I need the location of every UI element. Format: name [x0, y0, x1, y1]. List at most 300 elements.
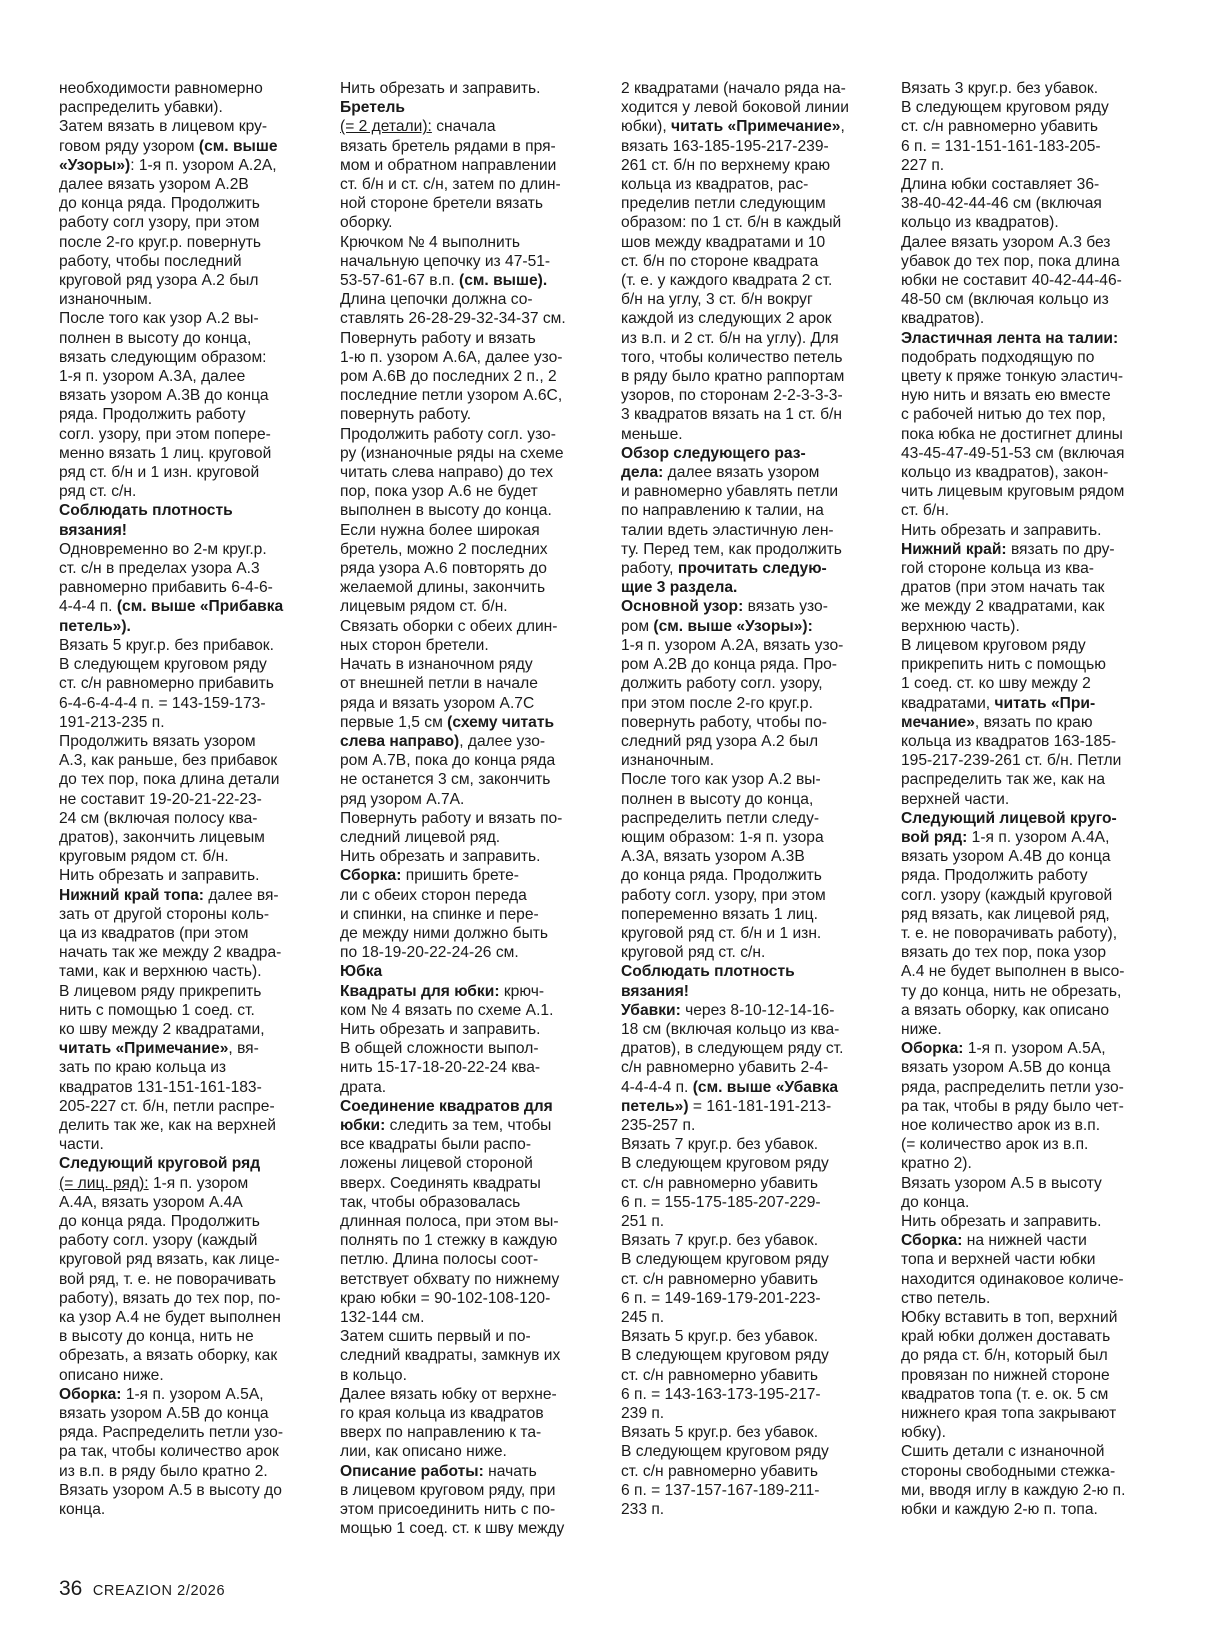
text-line	[340, 194, 596, 213]
text-run: длинная полоса, при этом вы-	[340, 1212, 559, 1230]
text-run: дратов (при этом начать так	[901, 579, 1105, 597]
paragraph	[901, 1174, 1153, 1212]
text-line	[59, 1001, 311, 1020]
text-line	[340, 559, 596, 578]
text-run: при этом после 2-го круг.р.	[621, 694, 813, 712]
text-run: по 18-19-20-22-24-26 см.	[340, 944, 519, 962]
text-line	[59, 1500, 311, 1519]
text-line	[340, 1154, 596, 1173]
paragraph	[621, 962, 873, 1000]
text-line	[340, 751, 596, 770]
text-line	[621, 1500, 873, 1519]
text-line	[59, 1212, 311, 1231]
bold-run: Следующий круговой ряд	[59, 1155, 261, 1173]
text-line	[340, 540, 596, 559]
text-line	[340, 329, 596, 348]
text-line	[621, 694, 873, 713]
text-line	[59, 1097, 311, 1116]
text-run: стороны свободными стежка-	[901, 1462, 1116, 1480]
text-line	[901, 1231, 1153, 1250]
text-run: круговой ряд узора А.2 был	[59, 272, 259, 290]
text-run: ство петель.	[901, 1289, 991, 1307]
text-line	[59, 501, 311, 520]
text-line	[621, 1174, 873, 1193]
paragraph	[340, 79, 596, 98]
text-run: ной стороне бретели вязать	[340, 195, 544, 213]
text-line	[340, 962, 596, 981]
text-run: ную нить и вязать ею вместе	[901, 387, 1111, 405]
text-line	[621, 1462, 873, 1481]
page-number: 36	[59, 1577, 83, 1600]
text-line	[59, 982, 311, 1001]
text-line	[59, 309, 311, 328]
text-run: Связать оборки с обеих длин-	[340, 617, 558, 635]
text-line	[901, 137, 1153, 156]
text-run: ст. с/н равномерно прибавить	[59, 675, 274, 693]
text-run: гой стороне кольца из ква-	[901, 560, 1094, 578]
text-run: а вязать оборку, как описано	[901, 1001, 1110, 1019]
text-line	[901, 905, 1153, 924]
text-line	[340, 924, 596, 943]
text-line	[901, 463, 1153, 482]
text-run: полнять по 1 стежку в каждую	[340, 1232, 558, 1250]
text-run: с рабочей нитью до тех пор,	[901, 406, 1106, 424]
text-line	[340, 1135, 596, 1154]
text-run: 205-227 ст. б/н, петли распре-	[59, 1097, 275, 1115]
text-line	[621, 1481, 873, 1500]
bold-run: Убавки:	[621, 1001, 681, 1019]
text-line	[901, 790, 1153, 809]
paragraph	[59, 866, 311, 885]
text-line	[59, 348, 311, 367]
text-line	[340, 482, 596, 501]
text-run: А.4А, вязать узором А.4А	[59, 1193, 243, 1211]
text-run: 1-я п. узором А.4А,	[967, 828, 1110, 846]
text-line	[340, 732, 596, 751]
text-run: талии вдеть эластичную лен-	[621, 521, 834, 539]
text-line	[340, 117, 596, 136]
text-run: Нить обрезать и заправить.	[901, 521, 1102, 539]
text-line	[59, 329, 311, 348]
text-run: круговой ряд вязать, как лице-	[59, 1251, 280, 1269]
text-line	[621, 1020, 873, 1039]
text-run: так, чтобы образовалась	[340, 1193, 521, 1211]
text-run: до конца.	[901, 1193, 970, 1211]
text-run: Вязать 5 круг.р. без прибавок.	[59, 636, 274, 654]
text-line	[901, 501, 1153, 520]
text-run: конца.	[59, 1501, 106, 1519]
text-line	[59, 809, 311, 828]
text-run: зать от другой стороны коль-	[59, 905, 270, 923]
text-run: бретель, можно 2 последних	[340, 540, 548, 558]
text-run: говом ряду узором	[59, 137, 199, 155]
text-line	[340, 886, 596, 905]
text-line	[59, 1289, 311, 1308]
bold-run: Бретель	[340, 99, 406, 117]
text-line	[901, 482, 1153, 501]
text-line	[340, 674, 596, 693]
text-run: ное количество арок из в.п.	[901, 1116, 1101, 1134]
text-run: вверх. Соединять квадраты	[340, 1174, 541, 1192]
bold-run: вязания!	[621, 982, 689, 1000]
text-run: распределить так же, как на	[901, 771, 1106, 789]
text-run: провязан по нижней стороне	[901, 1366, 1110, 1384]
text-line	[340, 1404, 596, 1423]
text-run: квадратов 131-151-161-183-	[59, 1078, 262, 1096]
text-run: лицевым рядом ст. б/н.	[340, 598, 508, 616]
text-run: петлю. Длина полосы соот-	[340, 1251, 539, 1269]
text-run: лии, как описано ниже.	[340, 1443, 507, 1461]
text-line	[901, 1078, 1153, 1097]
text-line	[901, 617, 1153, 636]
text-line	[621, 1442, 873, 1461]
bold-run: Обзор следующего раз-	[621, 444, 806, 462]
text-run: В лицевом круговом ряду	[901, 636, 1086, 654]
text-run: б/н на углу, 3 ст. б/н вокруг	[621, 291, 813, 309]
text-line	[621, 329, 873, 348]
text-run: В лицевом ряду прикрепить	[59, 982, 262, 1000]
text-line	[901, 1193, 1153, 1212]
text-line	[621, 137, 873, 156]
text-line	[59, 213, 311, 232]
text-run: Продолжить работу согл. узо-	[340, 425, 556, 443]
text-run: , далее узо-	[459, 732, 546, 750]
text-line	[621, 866, 873, 885]
paragraph	[621, 1423, 873, 1519]
paragraph	[621, 1231, 873, 1327]
text-line	[901, 1366, 1153, 1385]
text-run: кольца из квадратов, рас-	[621, 176, 809, 194]
text-line	[59, 790, 311, 809]
text-run: нижнего края топа закрывают	[901, 1405, 1117, 1423]
text-line	[59, 694, 311, 713]
text-line	[901, 655, 1153, 674]
text-line	[340, 578, 596, 597]
text-run: ка узор А.4 не будет выполнен	[59, 1309, 281, 1326]
text-line	[59, 1423, 311, 1442]
text-line	[59, 578, 311, 597]
text-line	[59, 137, 311, 156]
text-line	[621, 1001, 873, 1020]
text-run: ложены лицевой стороной	[340, 1155, 533, 1173]
text-run: в лицевом круговом ряду, при	[340, 1481, 556, 1499]
text-line	[59, 521, 311, 540]
bold-run: читать «При-	[994, 694, 1096, 712]
text-run: менно вязать 1 лиц. круговой	[59, 444, 272, 462]
text-run: до конца ряда. Продолжить	[59, 1212, 260, 1230]
text-run: вязать 163-185-195-217-239-	[621, 137, 829, 155]
text-line	[59, 751, 311, 770]
text-run: вязать по дру-	[1006, 540, 1115, 558]
text-line	[340, 1462, 596, 1481]
text-line	[621, 540, 873, 559]
text-line	[621, 559, 873, 578]
text-line	[901, 271, 1153, 290]
text-line	[621, 732, 873, 751]
text-run: обрезать, а вязать оборку, как	[59, 1347, 278, 1365]
text-run: работу согл. узору (каждый	[59, 1232, 258, 1250]
text-run: этом присоединить нить с по-	[340, 1501, 556, 1519]
text-line	[621, 156, 873, 175]
text-line	[901, 329, 1153, 348]
text-line	[340, 271, 596, 290]
text-line	[621, 578, 873, 597]
text-line	[621, 194, 873, 213]
paragraph	[59, 636, 311, 732]
text-line	[621, 886, 873, 905]
text-line	[59, 156, 311, 175]
text-run: повернуть работу.	[340, 406, 472, 424]
text-line	[59, 1462, 311, 1481]
text-line	[59, 463, 311, 482]
text-line	[901, 847, 1153, 866]
paragraph	[340, 655, 596, 809]
text-line	[340, 137, 596, 156]
bold-run: (см. выше «Убавка	[692, 1078, 839, 1096]
text-run: ра так, чтобы в ряду было чет-	[901, 1097, 1124, 1115]
text-run: начать	[483, 1462, 537, 1480]
text-line	[621, 271, 873, 290]
text-line	[340, 1270, 596, 1289]
text-column-4	[901, 79, 1153, 1519]
text-run: далее вя-	[204, 886, 279, 904]
text-run: оборку.	[340, 214, 393, 232]
text-line	[340, 1442, 596, 1461]
paragraph	[340, 1462, 596, 1539]
text-column-2	[340, 79, 596, 1538]
text-line	[59, 1193, 311, 1212]
text-run: ст. с/н равномерно убавить	[901, 118, 1099, 136]
text-line	[340, 770, 596, 789]
text-run: ст. с/н равномерно убавить	[621, 1174, 819, 1192]
text-run: ком № 4 вязать по схеме А.1.	[340, 1001, 554, 1019]
text-run: 261 ст. б/н по верхнему краю	[621, 156, 831, 174]
text-run: вязать узором А.4В до конца	[901, 848, 1111, 866]
text-line	[340, 636, 596, 655]
text-run: работу, чтобы последний	[59, 252, 242, 270]
text-run: дратов), в следующем ряду ст.	[621, 1040, 844, 1058]
text-line	[901, 828, 1153, 847]
text-line	[621, 770, 873, 789]
paragraph	[901, 329, 1153, 521]
text-line	[621, 809, 873, 828]
text-line	[59, 1481, 311, 1500]
text-run: 1 соед. ст. ко шву между 2	[901, 675, 1091, 693]
text-run: ра так, чтобы количество арок	[59, 1443, 279, 1461]
text-line	[59, 1174, 311, 1193]
text-run: круговой ряд ст. с/н.	[621, 944, 766, 962]
paragraph	[340, 866, 596, 962]
text-line	[901, 252, 1153, 271]
magazine-issue: CREAZION 2/2026	[92, 1583, 226, 1599]
text-line	[340, 1346, 596, 1365]
text-run: попеременно вязать 1 лиц.	[621, 905, 818, 923]
text-line	[340, 1519, 596, 1538]
text-line	[901, 1154, 1153, 1173]
text-line	[59, 655, 311, 674]
text-line	[340, 1423, 596, 1442]
text-line	[340, 348, 596, 367]
text-run: Крючком № 4 выполнить	[340, 233, 520, 251]
text-line	[340, 790, 596, 809]
text-run: на нижней части	[962, 1232, 1087, 1250]
text-run: из в.п. и 2 ст. б/н на углу). Для	[621, 329, 839, 347]
text-run: вязать узором А.5В до конца	[59, 1405, 269, 1423]
text-line	[621, 79, 873, 98]
text-line	[901, 1174, 1153, 1193]
text-line	[59, 886, 311, 905]
paragraph	[340, 1327, 596, 1385]
text-line	[59, 444, 311, 463]
paragraph	[621, 79, 873, 444]
text-run: Если нужна более широкая	[340, 521, 540, 539]
text-run: Вязать 5 круг.р. без убавок.	[621, 1328, 819, 1346]
text-line	[621, 1327, 873, 1346]
text-line	[621, 233, 873, 252]
text-column-3	[621, 79, 873, 1519]
text-line	[901, 1097, 1153, 1116]
bold-run: «Узоры»)	[59, 156, 131, 174]
text-run: 132-144 см.	[340, 1309, 425, 1326]
text-run: верхней части.	[901, 790, 1010, 808]
text-run: изнаночным.	[59, 291, 153, 309]
text-run: кратно 2).	[901, 1155, 972, 1173]
text-line	[901, 1481, 1153, 1500]
text-run: Длина цепочки должна со-	[340, 291, 533, 309]
text-run: 227 п.	[901, 156, 945, 174]
paragraph	[901, 1231, 1153, 1308]
text-run: мощью 1 соед. ст. к шву между	[340, 1520, 565, 1538]
text-run: юбки),	[621, 118, 672, 136]
text-column-1	[59, 79, 311, 1519]
text-run: 2 квадратами (начало ряда на-	[621, 80, 846, 97]
text-line	[901, 1327, 1153, 1346]
text-run: в высоту до конца, нить не	[59, 1328, 254, 1346]
text-run: вязать следующим образом:	[59, 348, 267, 366]
text-line	[59, 367, 311, 386]
bold-run: мечание»	[901, 713, 975, 731]
text-run: не составит 19-20-21-22-23-	[59, 790, 262, 808]
text-run: и равномерно убавлять петли	[621, 483, 839, 501]
text-line	[340, 463, 596, 482]
text-line	[340, 1231, 596, 1250]
text-line	[901, 1212, 1153, 1231]
text-line	[340, 521, 596, 540]
text-run: 1-я п. узором А.5А,	[963, 1040, 1106, 1058]
text-line	[901, 156, 1153, 175]
text-run: Длина юбки составляет 36-	[901, 176, 1100, 194]
text-run: 48-50 см (включая кольцо из	[901, 291, 1109, 309]
text-run: кольцо из квадратов), закон-	[901, 464, 1109, 482]
text-run: вязать узором А.3В до конца	[59, 387, 269, 405]
text-line	[901, 367, 1153, 386]
text-line	[59, 847, 311, 866]
text-line	[901, 1270, 1153, 1289]
text-line	[621, 674, 873, 693]
text-line	[340, 1250, 596, 1269]
text-run: , вязать по краю	[974, 713, 1093, 731]
text-run: нить с помощью 1 соед. ст.	[59, 1001, 255, 1019]
text-run: следний ряд узора А.2 был	[621, 732, 819, 750]
paragraph	[340, 962, 596, 981]
text-run: 251 п.	[621, 1212, 665, 1230]
text-line	[621, 175, 873, 194]
text-line	[59, 1346, 311, 1365]
text-line	[59, 1078, 311, 1097]
text-run: убавок до тех пор, пока длина	[901, 252, 1120, 270]
text-line	[621, 348, 873, 367]
text-run: тами, как и верхнюю часть).	[59, 963, 262, 981]
text-line	[621, 790, 873, 809]
text-line	[621, 943, 873, 962]
paragraph	[340, 233, 596, 425]
text-run: вязать до тех пор, пока узор	[901, 944, 1107, 962]
text-line	[621, 1135, 873, 1154]
text-run: вой ряд, т. е. не поворачивать	[59, 1270, 277, 1288]
text-run: В следующем круговом ряду	[621, 1347, 829, 1365]
text-line	[621, 1308, 873, 1327]
text-line	[340, 501, 596, 520]
text-run: ряда, распределить петли узо-	[901, 1078, 1124, 1096]
text-line	[340, 1058, 596, 1077]
text-line	[621, 1289, 873, 1308]
text-run: 4-4-4-4 п.	[621, 1078, 693, 1096]
text-run: первые 1,5 см	[340, 713, 448, 731]
text-line	[901, 175, 1153, 194]
text-run: ст. с/н в пределах узора А.3	[59, 560, 260, 578]
paragraph	[621, 597, 873, 770]
text-run: цвету к пряже тонкую эластич-	[901, 368, 1124, 386]
text-line	[621, 1366, 873, 1385]
text-line	[621, 1078, 873, 1097]
text-line	[621, 962, 873, 981]
text-line	[621, 847, 873, 866]
text-run: следний квадраты, замкнув их	[340, 1347, 561, 1365]
text-run: = 161-181-191-213-	[688, 1097, 832, 1115]
text-run: ряда и вязать узором А.7С	[340, 694, 535, 712]
text-line	[340, 1481, 596, 1500]
text-line	[901, 1423, 1153, 1442]
text-line	[621, 1097, 873, 1116]
text-line	[340, 713, 596, 732]
text-run: ст. б/н и ст. с/н, затем по длин-	[340, 176, 561, 194]
text-run: круговой ряд ст. б/н и 1 изн.	[621, 924, 822, 942]
text-run: ряд ст. б/н и 1 изн. круговой	[59, 464, 260, 482]
text-run: Вязать 7 круг.р. без убавок.	[621, 1232, 819, 1250]
text-run: полнен в высоту до конца,	[621, 790, 814, 808]
text-run: квадратов топа (т. е. ок. 5 см	[901, 1385, 1109, 1403]
text-line	[340, 444, 596, 463]
text-line	[340, 309, 596, 328]
text-line	[59, 597, 311, 616]
text-line	[340, 1385, 596, 1404]
text-run: ром А.7В, пока до конца ряда	[340, 752, 556, 770]
text-run: В общей сложности выпол-	[340, 1040, 539, 1058]
text-line	[59, 636, 311, 655]
text-line	[621, 386, 873, 405]
text-line	[59, 1270, 311, 1289]
paragraph	[621, 1135, 873, 1231]
text-line	[59, 962, 311, 981]
text-run: юбки не составит 40-42-44-46-	[901, 272, 1122, 290]
text-run: ром	[621, 617, 654, 635]
text-run: юбку).	[901, 1424, 946, 1442]
text-run: не останется 3 см, закончить	[340, 771, 551, 789]
text-run: 24 см (включая полосу ква-	[59, 809, 258, 827]
text-run: Сшить детали с изнаночной	[901, 1443, 1105, 1461]
bold-run: Соблюдать плотность	[59, 502, 233, 520]
text-run: 191-213-235 п.	[59, 713, 165, 731]
